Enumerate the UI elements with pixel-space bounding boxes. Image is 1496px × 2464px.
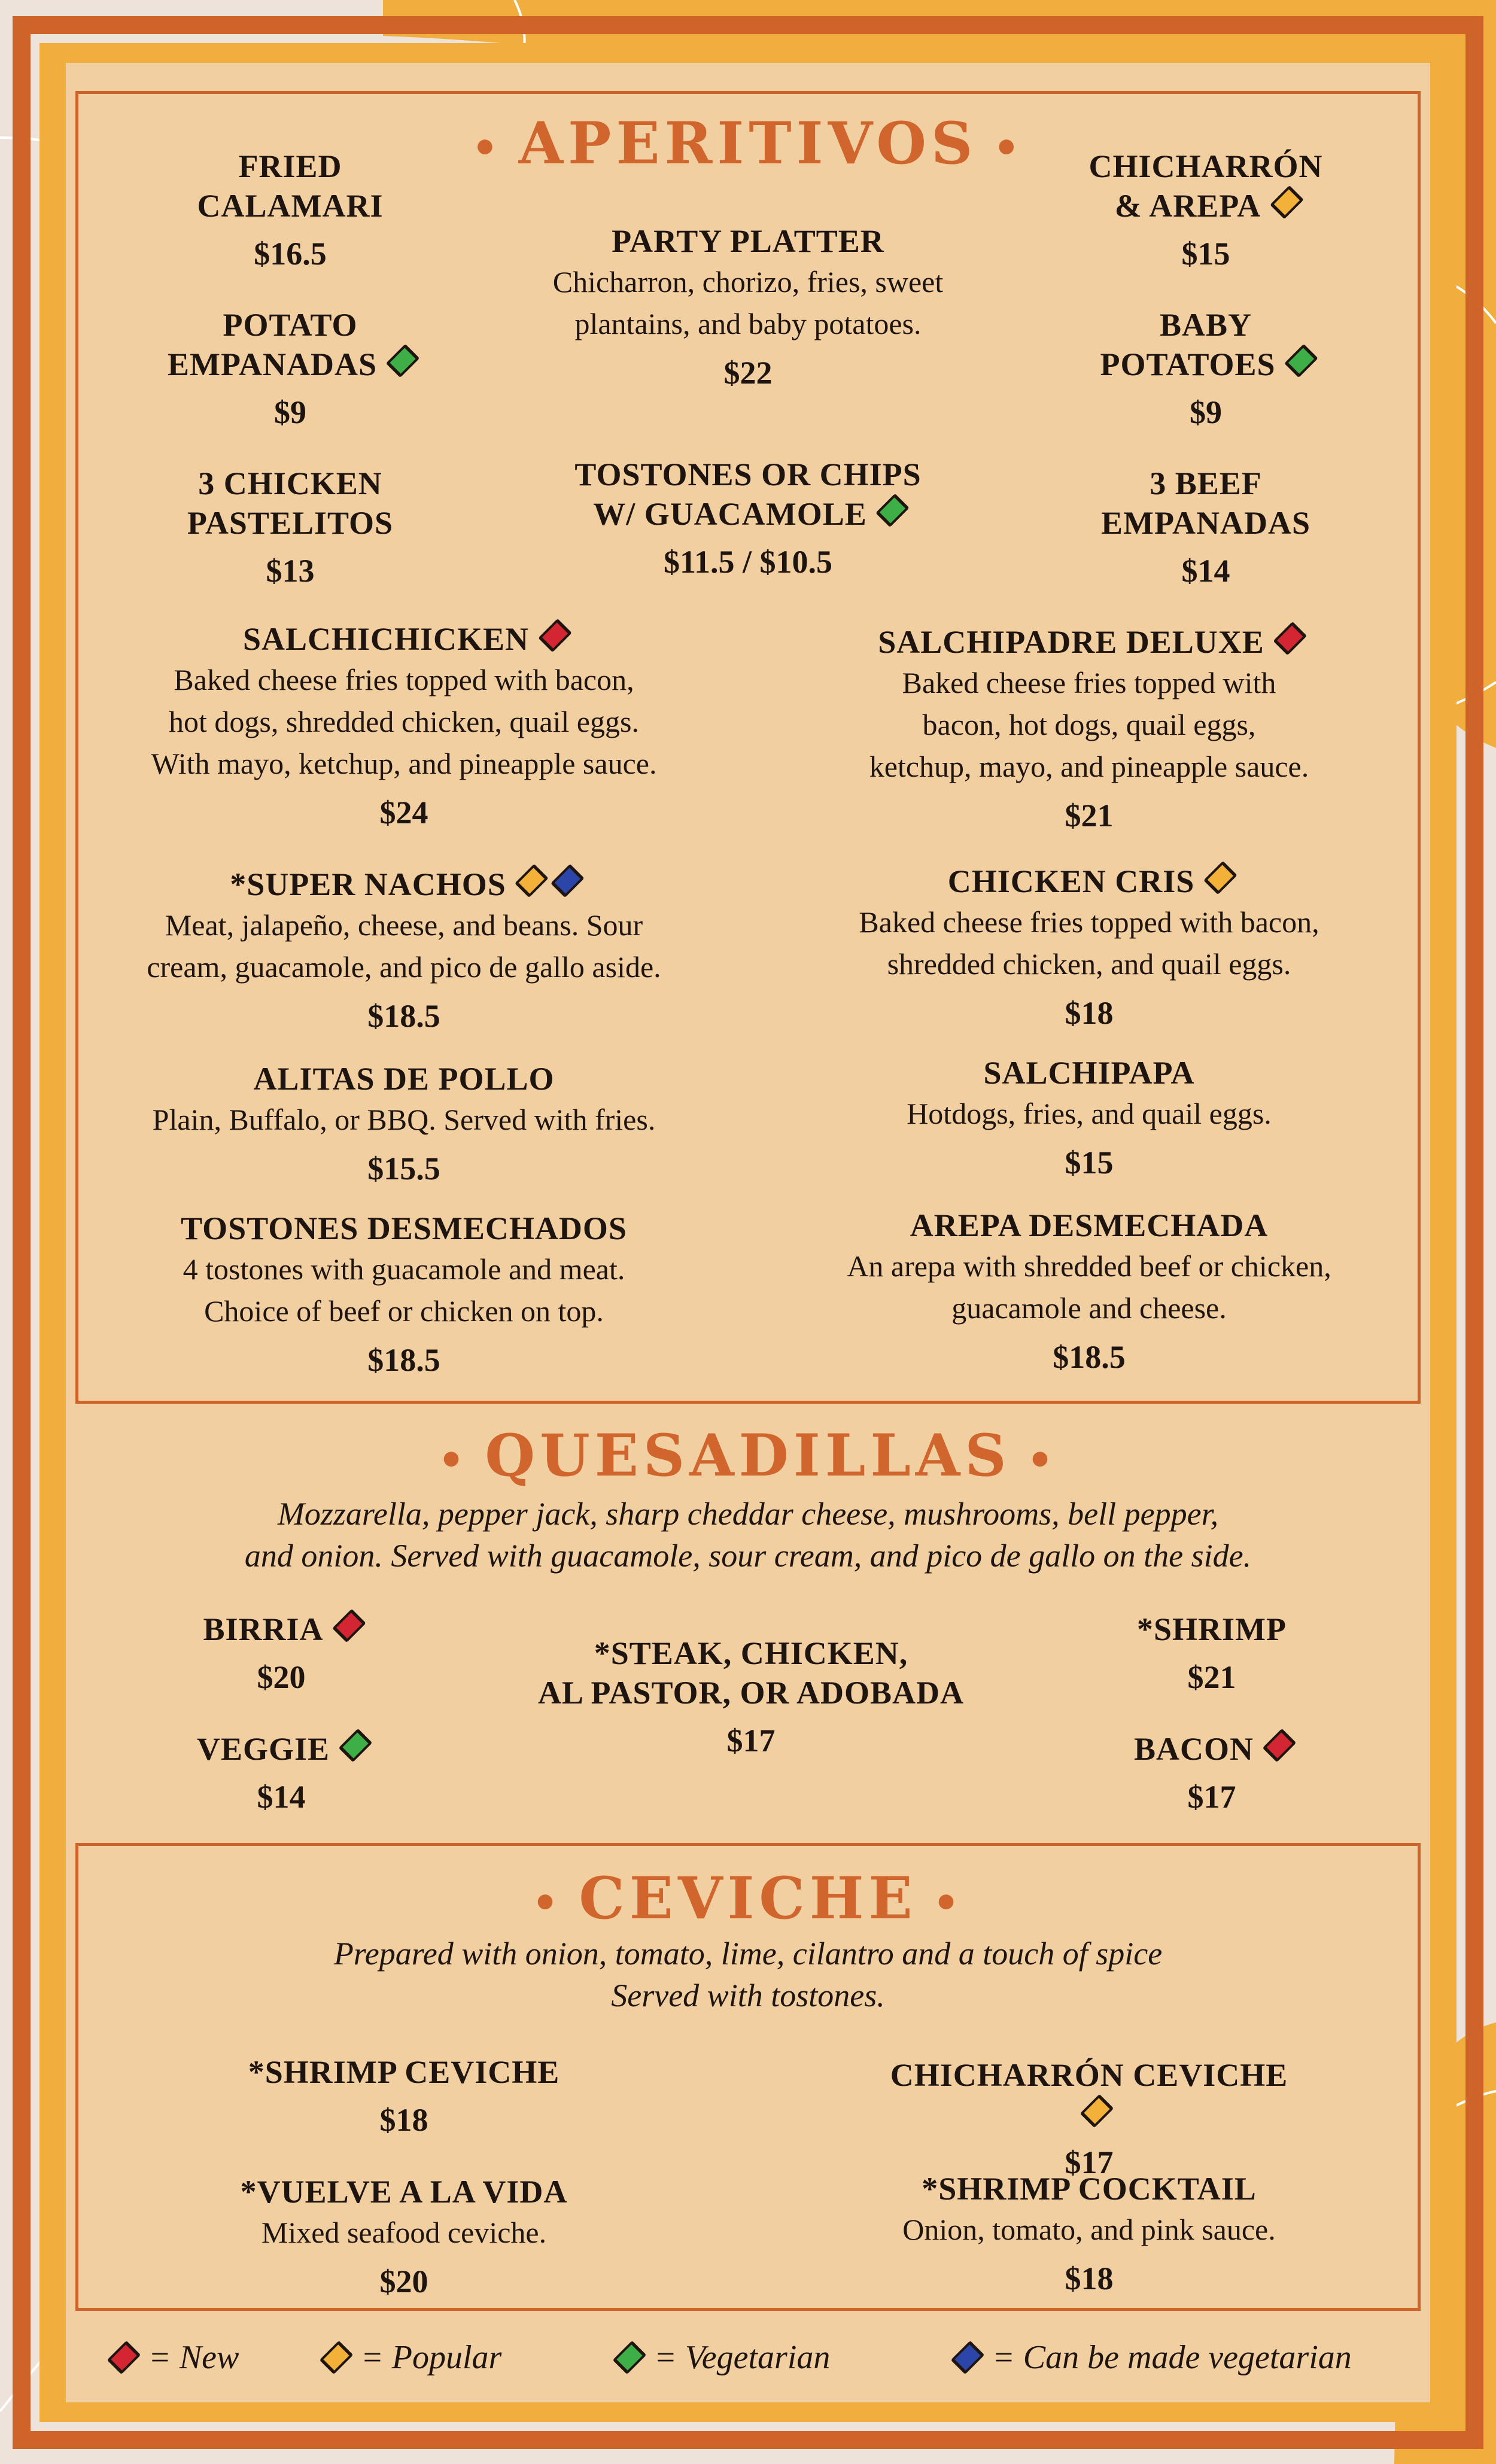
item-name: POTATO EMPANADAS bbox=[168, 305, 413, 384]
menu-item-salchipapa bbox=[907, 1053, 1272, 1182]
item-price: $21 bbox=[1187, 1659, 1236, 1695]
legend-label: = Vegetarian bbox=[654, 2339, 831, 2376]
menu-item-chicharr-n-arepa bbox=[1088, 147, 1322, 273]
item-name: *VUELVE A LA VIDA bbox=[240, 2174, 568, 2210]
menu-item-super-nachos bbox=[147, 865, 661, 1036]
menu-item-bacon bbox=[1134, 1729, 1290, 1817]
menu-item-chicken-cris bbox=[859, 862, 1319, 1033]
item-price: $17 bbox=[1187, 1779, 1236, 1815]
menu-item-veggie bbox=[197, 1729, 366, 1817]
item-price: $18.5 bbox=[367, 998, 440, 1034]
item-price: $9 bbox=[1190, 394, 1222, 430]
item-name: PARTY PLATTER bbox=[612, 223, 884, 259]
item-name: VEGGIE bbox=[197, 1729, 366, 1769]
menu-item-birria bbox=[203, 1610, 359, 1697]
item-description: Baked cheese fries topped with bacon, hot dogs, shredded chicken, quail eggs. With mayo, ketchup, and pineapple sauce. bbox=[151, 663, 657, 780]
menu-item-steak-chicken-al-pastor-or-adobada bbox=[538, 1633, 964, 1760]
item-name: TOSTONES DESMECHADOS bbox=[181, 1210, 627, 1246]
diamond-icon-new bbox=[538, 619, 571, 652]
menu-item-tostones-or-chips-w-guacamole bbox=[574, 455, 921, 582]
menu-item-arepa-desmechada bbox=[847, 1206, 1331, 1377]
item-name: 3 BEEF EMPANADAS bbox=[1101, 466, 1310, 541]
item-price: $22 bbox=[723, 355, 773, 391]
item-price: $18 bbox=[1065, 2261, 1114, 2296]
item-price: $13 bbox=[266, 553, 315, 589]
aperitivos-title: • APERITIVOS • bbox=[471, 109, 1025, 177]
menu-item-vuelve-a-la-vida bbox=[241, 2172, 568, 2301]
item-name: SALCHIPAPA bbox=[983, 1055, 1195, 1091]
menu-item-fried-calamari bbox=[197, 147, 384, 273]
item-name: BIRRIA bbox=[203, 1610, 359, 1649]
quesadillas-title: • QUESADILLAS • bbox=[437, 1422, 1059, 1489]
item-description: Chicharron, chorizo, fries, sweet plantains, and baby potatoes. bbox=[552, 265, 944, 340]
diamond-icon-popular bbox=[1203, 861, 1237, 895]
diamond-icon-vegetarian bbox=[875, 494, 909, 527]
item-price: $15 bbox=[1181, 236, 1230, 272]
legend-can-be-vegetarian bbox=[957, 2337, 1352, 2378]
item-price: $15 bbox=[1065, 1145, 1114, 1181]
item-price: $18 bbox=[379, 2102, 428, 2138]
menu-item-tostones-desmechados bbox=[181, 1209, 627, 1380]
item-price: $18.5 bbox=[1053, 1339, 1126, 1375]
diamond-icon-popular bbox=[1080, 2094, 1114, 2128]
item-description: Meat, jalapeño, cheese, and beans. Sour cream, guacamole, and pico de gallo aside. bbox=[147, 908, 661, 984]
menu-item-alitas-de-pollo bbox=[153, 1059, 656, 1188]
item-name: BABY POTATOES bbox=[1100, 305, 1311, 384]
item-description: Mixed seafood ceviche. bbox=[261, 2216, 547, 2249]
item-name: FRIED CALAMARI bbox=[197, 148, 384, 224]
item-description: Baked cheese fries topped with bacon, shredded chicken, and quail eggs. bbox=[859, 905, 1319, 981]
menu-item-shrimp-ceviche bbox=[248, 2052, 560, 2140]
menu-item-salchichicken bbox=[151, 619, 657, 832]
item-price: $14 bbox=[257, 1779, 306, 1815]
item-price: $17 bbox=[726, 1723, 776, 1759]
menu-item-chicharr-n-ceviche bbox=[886, 2055, 1293, 2182]
item-name: ALITAS DE POLLO bbox=[253, 1061, 555, 1097]
legend-label: = Can be made vegetarian bbox=[992, 2339, 1352, 2376]
item-name: *SHRIMP bbox=[1137, 1611, 1287, 1647]
legend-popular bbox=[326, 2337, 501, 2378]
item-name: CHICHARRÓN & AREPA bbox=[1088, 148, 1323, 224]
quesadillas-subtitle: Mozzarella, pepper jack, sharp cheddar cheese, mushrooms, bell pepper, and onion. Served with guacamole, sour cream, and pico de gallo on the side. bbox=[244, 1496, 1252, 1574]
menu-item-salchipadre-deluxe bbox=[869, 622, 1309, 835]
item-name: CHICKEN CRIS bbox=[859, 862, 1319, 901]
menu-item-3-beef-empanadas bbox=[1101, 464, 1310, 591]
item-description: An arepa with shredded beef or chicken, guacamole and cheese. bbox=[847, 1249, 1331, 1325]
item-price: $24 bbox=[379, 795, 428, 831]
item-name: *SHRIMP CEVICHE bbox=[248, 2054, 560, 2090]
menu-item-baby-potatoes bbox=[1100, 305, 1311, 432]
item-description: Hotdogs, fries, and quail eggs. bbox=[907, 1097, 1272, 1130]
diamond-icon-popular bbox=[515, 864, 549, 898]
menu-item-potato-empanadas bbox=[168, 305, 413, 432]
item-price: $16.5 bbox=[254, 236, 327, 272]
menu-item-shrimp bbox=[1137, 1610, 1287, 1697]
legend-label: = Popular bbox=[361, 2339, 502, 2376]
diamond-icon-popular bbox=[1270, 185, 1303, 219]
item-name: *STEAK, CHICKEN, AL PASTOR, OR ADOBADA bbox=[537, 1635, 965, 1711]
item-name: TOSTONES OR CHIPS W/ GUACAMOLE bbox=[574, 457, 922, 532]
item-price: $17 bbox=[1065, 2144, 1114, 2180]
item-name: *SUPER NACHOS bbox=[147, 865, 661, 904]
item-name: *SHRIMP COCKTAIL bbox=[922, 2171, 1257, 2207]
item-name: 3 CHICKEN PASTELITOS bbox=[187, 466, 394, 541]
ceviche-subtitle: Prepared with onion, tomato, lime, cilantro and a touch of spice Served with tostones. bbox=[333, 1936, 1163, 2013]
menu-item-shrimp-cocktail bbox=[902, 2169, 1276, 2298]
item-name: BACON bbox=[1134, 1729, 1290, 1769]
item-name: SALCHIPADRE DELUXE bbox=[869, 622, 1309, 662]
item-name: CHICHARRÓN CEVICHE bbox=[886, 2055, 1293, 2134]
legend-new bbox=[114, 2337, 239, 2378]
item-price: $18.5 bbox=[367, 1342, 440, 1378]
legend-vegetarian bbox=[619, 2337, 830, 2378]
item-description: Plain, Buffalo, or BBQ. Served with fries. bbox=[152, 1103, 656, 1136]
item-price: $14 bbox=[1181, 553, 1230, 589]
item-price: $9 bbox=[273, 394, 306, 430]
ceviche-title: • CEVICHE • bbox=[531, 1864, 965, 1932]
item-price: $18 bbox=[1065, 995, 1114, 1031]
item-price: $11.5 / $10.5 bbox=[663, 544, 833, 580]
menu-item-party-platter bbox=[553, 221, 944, 393]
menu-item-3-chicken-pastelitos bbox=[187, 464, 393, 591]
item-description: Onion, tomato, and pink sauce. bbox=[902, 2213, 1276, 2246]
item-price: $20 bbox=[257, 1659, 306, 1695]
legend-label: = New bbox=[148, 2339, 239, 2376]
item-name: SALCHICHICKEN bbox=[151, 619, 657, 659]
item-price: $21 bbox=[1065, 798, 1114, 833]
item-name: AREPA DESMECHADA bbox=[910, 1207, 1269, 1243]
diamond-icon-new bbox=[1273, 622, 1307, 655]
item-description: Baked cheese fries topped with bacon, hot dogs, quail eggs, ketchup, mayo, and pineapple sauce. bbox=[869, 666, 1309, 783]
item-price: $20 bbox=[379, 2264, 428, 2299]
item-price: $15.5 bbox=[367, 1151, 440, 1187]
diamond-icon-can-be-vegetarian bbox=[551, 864, 585, 898]
item-description: 4 tostones with guacamole and meat. Choice of beef or chicken on top. bbox=[183, 1252, 625, 1328]
